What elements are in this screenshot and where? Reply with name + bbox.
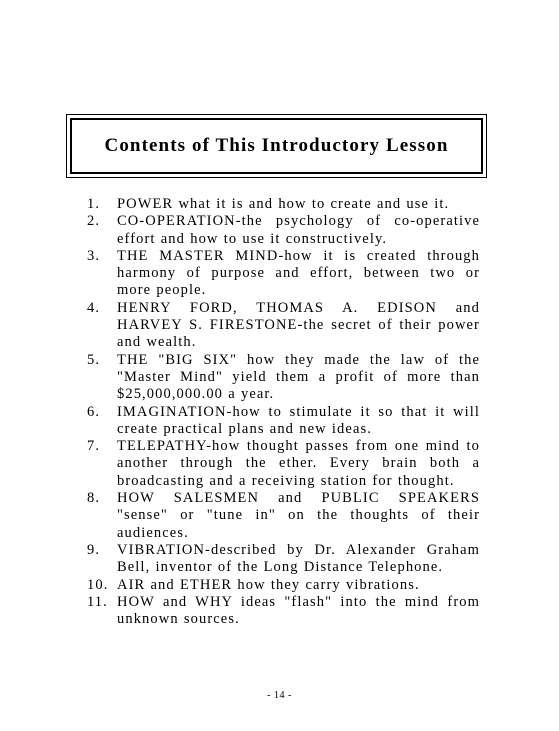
list-item-number: 9. [87, 541, 101, 558]
list-item-text: THE "BIG SIX" how they made the law of the "Master Mind" yield them a profit of more than $25,000,000.00 a year. [117, 351, 480, 403]
list-item-text: HOW and WHY ideas "flash" into the mind from unknown sources. [117, 593, 480, 628]
list-item [87, 404, 480, 439]
list-item-text: VIBRATION-described by Dr. Alexander Graham Bell, inventor of the Long Distance Telephone. [117, 541, 480, 576]
title-box [66, 114, 487, 178]
list-item-text: HOW SALESMEN and PUBLIC SPEAKERS "sense" or "tune in" on the thoughts of their audiences. [117, 490, 480, 541]
list-item-text: CO-OPERATION-the psychology of co-operative effort and how to use it constructively. [117, 213, 480, 247]
list-item-number: 5. [87, 351, 101, 368]
page-number: - 14 - [267, 690, 292, 701]
title-box-inner-border [70, 118, 483, 174]
list-item [87, 594, 480, 629]
contents-list [87, 196, 480, 628]
list-item-number: 1. [87, 196, 101, 212]
list-item-text: AIR and ETHER how they carry vibrations. [117, 576, 420, 593]
list-item-text: IMAGINATION-how to stimulate it so that it will create practical plans and new ideas. [117, 403, 480, 437]
list-item [87, 213, 480, 248]
list-item-text: POWER what it is and how to create and use it. [117, 196, 450, 212]
list-item-number: 2. [87, 213, 101, 230]
list-item-number: 8. [87, 490, 101, 507]
list-item [87, 577, 480, 594]
list-item-number: 6. [87, 403, 101, 420]
list-item-number: 7. [87, 438, 101, 455]
list-item [87, 196, 480, 213]
list-item-text: TELEPATHY-how thought passes from one mind to another through the ether. Every brain both a broadcasting and a receiving station for thought. [117, 438, 480, 489]
list-item-number: 11. [87, 593, 108, 610]
list-item [87, 352, 480, 404]
list-item [87, 542, 480, 577]
list-item-number: 3. [87, 247, 101, 264]
list-item [87, 438, 480, 490]
list-item [87, 490, 480, 542]
list-item-number: 10. [87, 576, 109, 593]
list-item-text: THE MASTER MIND-how it is created through harmony of purpose and effort, between two or more people. [117, 247, 480, 299]
page-title: Contents of This Introductory Lesson [104, 135, 449, 156]
list-item [87, 300, 480, 352]
list-item [87, 248, 480, 300]
list-item-text: HENRY FORD, THOMAS A. EDISON and HARVEY S. FIRESTONE-the secret of their power and wealth. [117, 299, 480, 351]
list-item-number: 4. [87, 299, 101, 316]
